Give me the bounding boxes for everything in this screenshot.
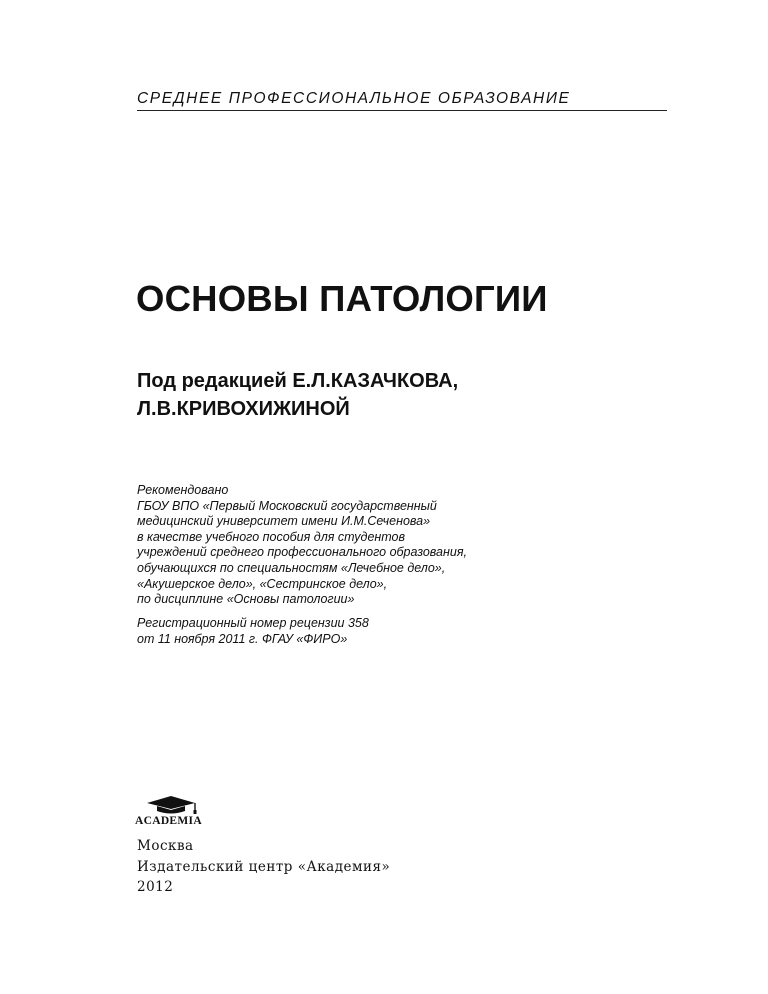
book-title: ОСНОВЫ ПАТОЛОГИИ (136, 278, 548, 319)
editors-line-2: Л.В.КРИВОХИЖИНОЙ (137, 398, 350, 420)
registration-block (137, 616, 369, 647)
recommendation-line: медицинский университет имени И.М.Сеченова» (137, 514, 431, 529)
recommendation-line: учреждений среднего профессионального образования, (137, 545, 467, 560)
recommendation-line: Рекомендовано (137, 483, 229, 497)
registration-line: Регистрационный номер рецензии 358 (137, 616, 369, 630)
publisher-name: Издательский центр «Академия» (137, 858, 391, 875)
recommendation-line: обучающихся по специальностям «Лечебное дело», (137, 560, 446, 575)
recommendation-block (137, 483, 467, 608)
series-header: СРЕДНЕЕ ПРОФЕССИОНАЛЬНОЕ ОБРАЗОВАНИЕ (137, 90, 667, 111)
editors-block (137, 367, 458, 423)
recommendation-line: ГБОУ ВПО «Первый Московский государственный (137, 498, 437, 513)
academia-logo (135, 794, 215, 830)
publisher-city: Москва (137, 838, 194, 854)
recommendation-line: «Акушерское дело», «Сестринское дело», (137, 576, 388, 591)
recommendation-line: по дисциплине «Основы патологии» (137, 592, 355, 607)
mortarboard-icon (135, 794, 215, 816)
logo-text: ACADEMIA (135, 815, 202, 827)
recommendation-line: в качестве учебного пособия для студентов (137, 529, 406, 544)
publisher-year: 2012 (137, 879, 174, 895)
editors-line-1: Под редакцией Е.Л.КАЗАЧКОВА, (137, 370, 459, 392)
registration-line: от 11 ноября 2011 г. ФГАУ «ФИРО» (137, 631, 348, 646)
publisher-block (137, 836, 390, 898)
